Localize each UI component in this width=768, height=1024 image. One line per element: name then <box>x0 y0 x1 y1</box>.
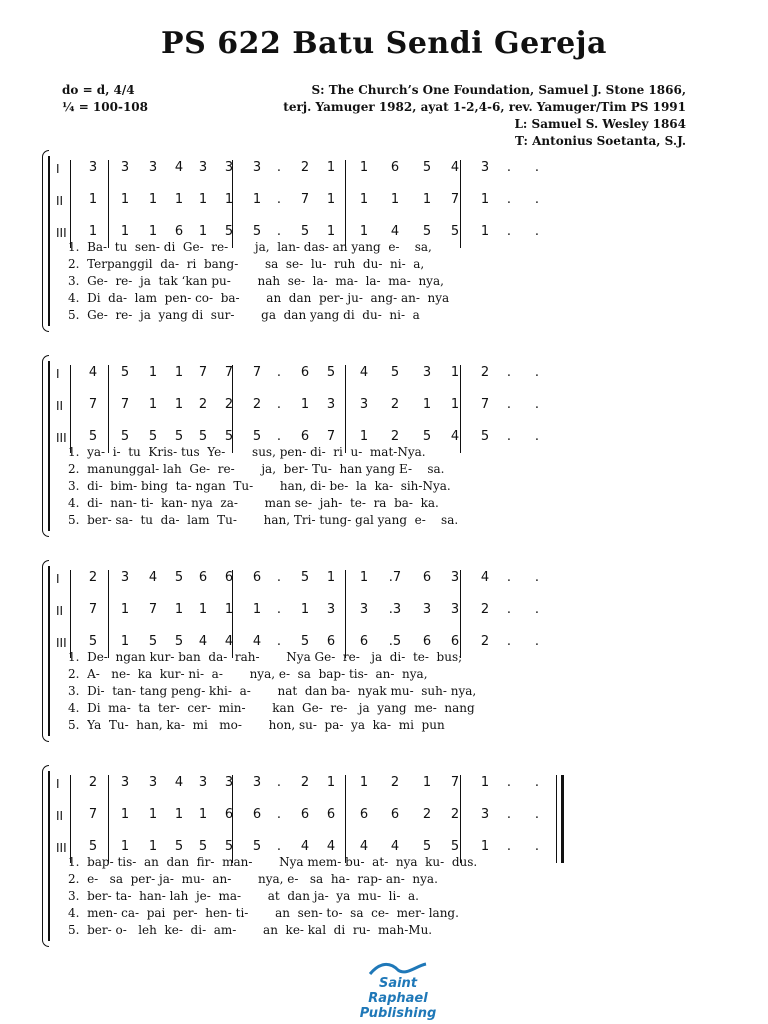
note: 3 <box>326 602 336 617</box>
note: 5 <box>252 224 262 239</box>
note: . <box>276 160 282 175</box>
note: .7 <box>388 570 402 585</box>
note: 2 <box>300 775 310 790</box>
note: 1 <box>252 192 262 207</box>
lyric-line: 2. A- ne- ka kur- ni- a- nya, e- sa bap- tis- an- nya, <box>68 667 428 681</box>
note: 3 <box>198 775 208 790</box>
note: 3 <box>148 160 158 175</box>
note: 1 <box>326 224 336 239</box>
credit-text-source: S: The Church’s One Foundation, Samuel J. Stone 1866, <box>311 83 686 97</box>
voice-label: II <box>56 809 64 823</box>
note: 3 <box>422 365 432 380</box>
note: . <box>534 634 540 649</box>
note: 1 <box>326 570 336 585</box>
note: . <box>506 397 512 412</box>
note: 3 <box>120 570 130 585</box>
note: 1 <box>300 602 310 617</box>
voice-label: I <box>56 572 60 586</box>
note: 5 <box>390 365 400 380</box>
bar-line <box>70 160 71 248</box>
note: 3 <box>252 160 262 175</box>
voice-label: III <box>56 431 67 445</box>
note: 3 <box>326 397 336 412</box>
credits <box>283 82 686 150</box>
lyric-line: 4. men- ca- pai per- hen- ti- an sen- to- sa ce- mer- lang. <box>68 906 459 920</box>
note: 6 <box>390 160 400 175</box>
system-bracket <box>48 156 50 326</box>
note: 2 <box>390 775 400 790</box>
note: 3 <box>450 602 460 617</box>
note: . <box>276 429 282 444</box>
note: 1 <box>120 602 130 617</box>
note: 5 <box>174 839 184 854</box>
note: 6 <box>326 634 336 649</box>
bar-line <box>108 160 109 248</box>
note: 2 <box>198 397 208 412</box>
note: 6 <box>224 807 234 822</box>
lyric-line: 4. Di da- lam pen- co- ba- an dan per- ju- ang- an- nya <box>68 291 450 305</box>
note: 5 <box>300 224 310 239</box>
note: 2 <box>390 429 400 444</box>
note: 1 <box>359 775 369 790</box>
note: 2 <box>480 602 490 617</box>
note: 5 <box>120 365 130 380</box>
note: . <box>506 775 512 790</box>
wave-icon <box>368 962 428 976</box>
note: 1 <box>359 192 369 207</box>
note: 6 <box>300 807 310 822</box>
note: 6 <box>174 224 184 239</box>
note: 5 <box>480 429 490 444</box>
note: 5 <box>422 224 432 239</box>
note: 4 <box>148 570 158 585</box>
note: 5 <box>300 634 310 649</box>
note: 5 <box>174 634 184 649</box>
logo-line2: Publishing <box>359 1006 437 1021</box>
note: 5 <box>422 839 432 854</box>
lyric-line: 3. Ge- re- ja tak ‘kan pu- nah se- la- ma- la- ma- nya, <box>68 274 444 288</box>
note: 2 <box>422 807 432 822</box>
note: . <box>276 807 282 822</box>
note: . <box>534 365 540 380</box>
note: 1 <box>148 807 158 822</box>
note: 6 <box>390 807 400 822</box>
note: 1 <box>480 839 490 854</box>
note: 4 <box>174 775 184 790</box>
lyric-line: 1. Ba- tu sen- di Ge- re- ja, lan- das- an yang e- sa, <box>68 240 432 254</box>
note: 1 <box>148 365 158 380</box>
note: 3 <box>198 160 208 175</box>
note: 5 <box>120 429 130 444</box>
note: 6 <box>359 634 369 649</box>
note: . <box>506 839 512 854</box>
note: 1 <box>120 192 130 207</box>
note: 1 <box>174 397 184 412</box>
voice-label: III <box>56 636 67 650</box>
note: 3 <box>224 160 234 175</box>
note: . <box>506 634 512 649</box>
note: 1 <box>120 839 130 854</box>
lyric-line: 1. bap- tis- an dan fir- man- Nya mem- bu- at- nya ku- dus. <box>68 855 478 869</box>
note: 3 <box>224 775 234 790</box>
tempo-info <box>62 82 148 116</box>
note: 1 <box>224 192 234 207</box>
note: 7 <box>88 602 98 617</box>
note: 1 <box>480 775 490 790</box>
note: 5 <box>450 224 460 239</box>
note: 1 <box>359 570 369 585</box>
voice-label: II <box>56 399 64 413</box>
note: 6 <box>252 807 262 822</box>
note: . <box>276 839 282 854</box>
note: . <box>534 397 540 412</box>
lyric-line: 1. De- ngan kur- ban da- rah- Nya Ge- re- ja di- te- bus; <box>68 650 463 664</box>
note: 4 <box>480 570 490 585</box>
note: 5 <box>198 839 208 854</box>
tempo: ¼ = 100-108 <box>62 100 149 114</box>
lyric-line: 2. e- sa per- ja- mu- an- nya, e- sa ha- rap- an- nya. <box>68 872 438 886</box>
note: 5 <box>326 365 336 380</box>
note: 5 <box>300 570 310 585</box>
note: . <box>534 160 540 175</box>
note: . <box>276 570 282 585</box>
note: 3 <box>359 397 369 412</box>
note: 2 <box>450 807 460 822</box>
note: . <box>506 224 512 239</box>
note: 1 <box>359 224 369 239</box>
note: 1 <box>422 192 432 207</box>
note: 1 <box>120 807 130 822</box>
bar-line <box>108 775 109 863</box>
note: 2 <box>88 775 98 790</box>
note: 6 <box>198 570 208 585</box>
note: 7 <box>300 192 310 207</box>
note: 7 <box>88 807 98 822</box>
note: 1 <box>88 224 98 239</box>
final-bar-thin <box>556 775 557 863</box>
note: 6 <box>422 570 432 585</box>
lyric-line: 4. di- nan- ti- kan- nya za- man se- jah- te- ra ba- ka. <box>68 496 439 510</box>
note: 4 <box>450 429 460 444</box>
note: 6 <box>224 570 234 585</box>
note: 5 <box>148 634 158 649</box>
note: 1 <box>422 775 432 790</box>
note: 1 <box>148 397 158 412</box>
key-signature: do = d, 4/4 <box>62 83 135 97</box>
note: 1 <box>174 807 184 822</box>
note: 6 <box>300 429 310 444</box>
note: 5 <box>252 429 262 444</box>
bar-line <box>108 570 109 658</box>
note: . <box>506 160 512 175</box>
note: 2 <box>88 570 98 585</box>
note: . <box>276 224 282 239</box>
note: 5 <box>174 429 184 444</box>
lyric-line: 2. Terpanggil da- ri bang- sa se- lu- ruh du- ni- a, <box>68 257 425 271</box>
note: 7 <box>148 602 158 617</box>
note: 3 <box>359 602 369 617</box>
note: 1 <box>198 224 208 239</box>
note: 7 <box>450 775 460 790</box>
note: 4 <box>359 839 369 854</box>
note: 3 <box>252 775 262 790</box>
note: 2 <box>252 397 262 412</box>
note: 2 <box>390 397 400 412</box>
note: 5 <box>88 429 98 444</box>
note: . <box>534 224 540 239</box>
note: 3 <box>88 160 98 175</box>
note: 2 <box>480 365 490 380</box>
note: . <box>506 192 512 207</box>
note: . <box>276 602 282 617</box>
note: 4 <box>450 160 460 175</box>
lyric-line: 5. Ya Tu- han, ka- mi mo- hon, su- pa- ya ka- mi pun <box>68 718 445 732</box>
lyric-line: 2. manunggal- lah Ge- re- ja, ber- Tu- han yang E- sa. <box>68 462 445 476</box>
note: 1 <box>326 192 336 207</box>
system-bracket <box>48 566 50 736</box>
bar-line <box>70 365 71 453</box>
note: 1 <box>300 397 310 412</box>
note: 5 <box>422 160 432 175</box>
note: 2 <box>300 160 310 175</box>
note: . <box>506 365 512 380</box>
note: . <box>276 365 282 380</box>
note: . <box>276 192 282 207</box>
note: 1 <box>174 365 184 380</box>
note: 1 <box>359 160 369 175</box>
note: 4 <box>359 365 369 380</box>
note: 1 <box>480 192 490 207</box>
note: 7 <box>198 365 208 380</box>
note: 6 <box>300 365 310 380</box>
lyric-line: 3. Di- tan- tang peng- khi- a- nat dan ba- nyak mu- suh- nya, <box>68 684 477 698</box>
note: . <box>534 775 540 790</box>
voice-label: II <box>56 604 64 618</box>
note: 5 <box>148 429 158 444</box>
note: . <box>506 807 512 822</box>
voice-label: III <box>56 841 67 855</box>
note: 6 <box>252 570 262 585</box>
note: 6 <box>422 634 432 649</box>
note: 5 <box>88 839 98 854</box>
note: . <box>534 807 540 822</box>
note: 4 <box>224 634 234 649</box>
note: 5 <box>450 839 460 854</box>
bar-line <box>70 570 71 658</box>
note: 7 <box>252 365 262 380</box>
note: 3 <box>480 807 490 822</box>
note: 1 <box>198 602 208 617</box>
lyric-line: 4. Di ma- ta ter- cer- min- kan Ge- re- ja yang me- nang <box>68 701 475 715</box>
bar-line <box>345 570 346 658</box>
lyric-line: 1. ya- i- tu Kris- tus Ye- sus, pen- di- ri u- mat-Nya. <box>68 445 426 459</box>
lyric-line: 5. ber- sa- tu da- lam Tu- han, Tri- tung- gal yang e- sa. <box>68 513 459 527</box>
note: . <box>534 192 540 207</box>
note: 4 <box>300 839 310 854</box>
note: 3 <box>148 775 158 790</box>
note: 5 <box>224 224 234 239</box>
note: 5 <box>224 429 234 444</box>
note: 7 <box>480 397 490 412</box>
note: .3 <box>388 602 402 617</box>
note: 7 <box>326 429 336 444</box>
lyric-line: 5. Ge- re- ja yang di sur- ga dan yang di du- ni- a <box>68 308 420 322</box>
bar-line <box>345 775 346 863</box>
note: 2 <box>224 397 234 412</box>
note: 1 <box>450 397 460 412</box>
note: 6 <box>450 634 460 649</box>
note: 5 <box>252 839 262 854</box>
credit-harmony: T: Antonius Soetanta, S.J. <box>515 134 686 148</box>
note: 1 <box>174 602 184 617</box>
note: 4 <box>390 224 400 239</box>
note: 6 <box>359 807 369 822</box>
note: 4 <box>390 839 400 854</box>
note: . <box>276 775 282 790</box>
voice-label: I <box>56 777 60 791</box>
note: 5 <box>174 570 184 585</box>
bar-line <box>70 775 71 863</box>
bar-line <box>108 365 109 453</box>
note: 1 <box>120 634 130 649</box>
lyric-line: 3. di- bim- bing ta- ngan Tu- han, di- be- la ka- sih-Nya. <box>68 479 451 493</box>
note: . <box>276 634 282 649</box>
note: 1 <box>224 602 234 617</box>
note: 5 <box>224 839 234 854</box>
note: 1 <box>198 807 208 822</box>
note: 1 <box>88 192 98 207</box>
bar-line <box>345 365 346 453</box>
credit-translation: terj. Yamuger 1982, ayat 1-2,4-6, rev. Yamuger/Tim PS 1991 <box>283 100 686 114</box>
voice-label: I <box>56 367 60 381</box>
note: 1 <box>198 192 208 207</box>
note: 7 <box>450 192 460 207</box>
note: . <box>534 429 540 444</box>
voice-label: III <box>56 226 67 240</box>
note: 1 <box>174 192 184 207</box>
system-bracket <box>48 771 50 941</box>
note: 2 <box>480 634 490 649</box>
lyric-line: 5. ber- o- leh ke- di- am- an ke- kal di ru- mah-Mu. <box>68 923 433 937</box>
system-bracket <box>48 361 50 531</box>
note: 5 <box>88 634 98 649</box>
note: 1 <box>148 192 158 207</box>
note: 1 <box>326 775 336 790</box>
note: 1 <box>252 602 262 617</box>
note: 1 <box>390 192 400 207</box>
note: 1 <box>359 429 369 444</box>
note: . <box>534 839 540 854</box>
note: 5 <box>422 429 432 444</box>
note: 1 <box>148 839 158 854</box>
note: 1 <box>120 224 130 239</box>
note: . <box>534 602 540 617</box>
logo-line1: Saint Raphael <box>368 976 428 1006</box>
note: 1 <box>480 224 490 239</box>
note: 3 <box>422 602 432 617</box>
note: . <box>506 570 512 585</box>
note: 4 <box>326 839 336 854</box>
note: 1 <box>148 224 158 239</box>
voice-label: II <box>56 194 64 208</box>
note: 3 <box>120 160 130 175</box>
note: 4 <box>88 365 98 380</box>
note: 3 <box>120 775 130 790</box>
publisher-logo <box>348 962 448 1021</box>
note: 1 <box>326 160 336 175</box>
note: 7 <box>224 365 234 380</box>
voice-label: I <box>56 162 60 176</box>
note: 1 <box>450 365 460 380</box>
note: . <box>506 429 512 444</box>
note: . <box>276 397 282 412</box>
lyric-line: 3. ber- ta- han- lah je- ma- at dan ja- ya mu- li- a. <box>68 889 419 903</box>
credit-melody: L: Samuel S. Wesley 1864 <box>514 117 686 131</box>
note: 7 <box>120 397 130 412</box>
note: 5 <box>198 429 208 444</box>
note: .5 <box>388 634 402 649</box>
note: 3 <box>450 570 460 585</box>
bar-line <box>345 160 346 248</box>
note: . <box>506 602 512 617</box>
note: 4 <box>252 634 262 649</box>
note: 6 <box>326 807 336 822</box>
note: 4 <box>198 634 208 649</box>
note: 3 <box>480 160 490 175</box>
final-bar-thick <box>561 775 564 863</box>
note: . <box>534 570 540 585</box>
note: 4 <box>174 160 184 175</box>
page-title: PS 622 Batu Sendi Gereja <box>161 26 607 61</box>
note: 7 <box>88 397 98 412</box>
note: 1 <box>422 397 432 412</box>
